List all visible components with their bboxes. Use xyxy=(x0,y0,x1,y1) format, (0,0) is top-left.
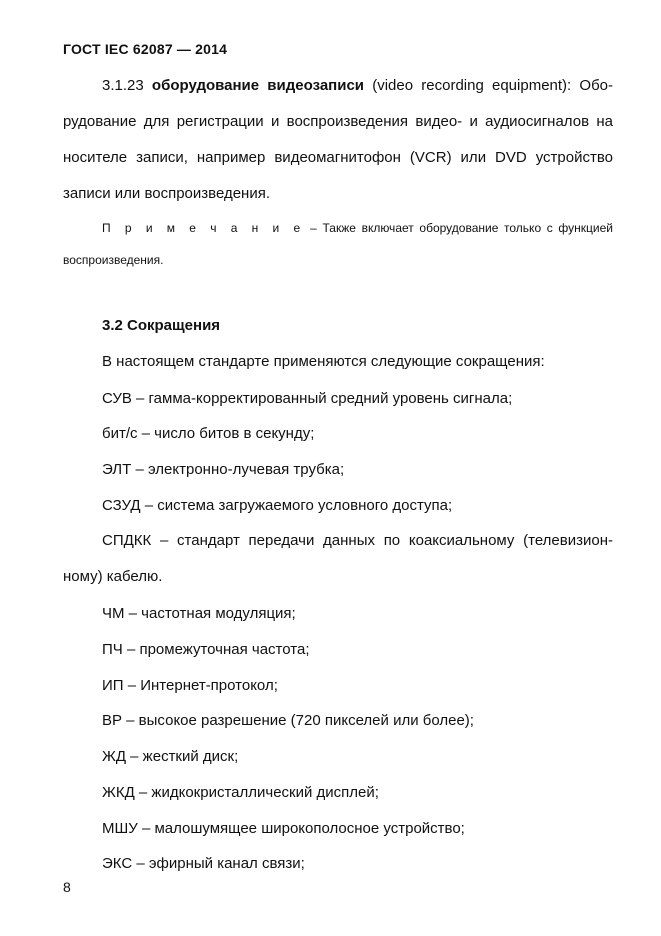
note-label: П р и м е ч а н и е xyxy=(102,221,305,235)
abbreviation-item: СЗУД – система загружаемого условного доступа; xyxy=(102,497,453,514)
abbreviation-item: СУВ – гамма-корректированный средний уровень сигнала; xyxy=(102,390,513,407)
abbreviation-item: ВР – высокое разрешение (720 пикселей или более); xyxy=(102,712,474,729)
section-intro: В настоящем стандарте применяются следующие сокращения: xyxy=(102,353,545,370)
page-number: 8 xyxy=(63,879,71,895)
definition-paragraph xyxy=(63,68,613,212)
section-title: 3.2 Сокращения xyxy=(102,317,221,334)
definition-number: 3.1.23 xyxy=(102,77,144,94)
abbreviation-item: ЖД – жесткий диск; xyxy=(102,748,239,765)
abbreviation-item: бит/с – число битов в секунду; xyxy=(102,425,315,442)
definition-term: оборудование видеозаписи xyxy=(151,77,365,94)
abbreviation-item: ЭЛТ – электронно-лучевая трубка; xyxy=(102,461,345,478)
definition-english: (video recording equipment): xyxy=(372,77,572,94)
abbreviation-item: СПДКК – стандарт передачи данных по коаксиальному (телевизионному) кабелю. xyxy=(63,532,613,585)
abbreviation-item: ЖКД – жидкокристаллический дисплей; xyxy=(102,784,379,801)
definition-text: Оборудование для регистрации и воспроизведения видео- и аудиосигналов на носителе записи, например видеомагнитофон (VCR) или DVD устройство записи или воспроизведения. xyxy=(63,77,614,202)
abbreviation-item: ЭКС – эфирный канал связи; xyxy=(102,855,305,872)
abbreviation-item: ИП – Интернет-протокол; xyxy=(102,677,278,694)
abbreviation-item: ПЧ – промежуточная частота; xyxy=(102,641,310,658)
note-paragraph xyxy=(63,212,613,276)
abbreviation-item: ЧМ – частотная модуляция; xyxy=(102,605,296,622)
abbreviation-item: МШУ – малошумящее широкополосное устройство; xyxy=(102,820,465,837)
document-header: ГОСТ IEC 62087 — 2014 xyxy=(63,41,228,57)
abbreviation-item-wrapped xyxy=(63,523,613,595)
note-text: – Также включает оборудование только с функцией воспроизведения. xyxy=(63,221,613,267)
